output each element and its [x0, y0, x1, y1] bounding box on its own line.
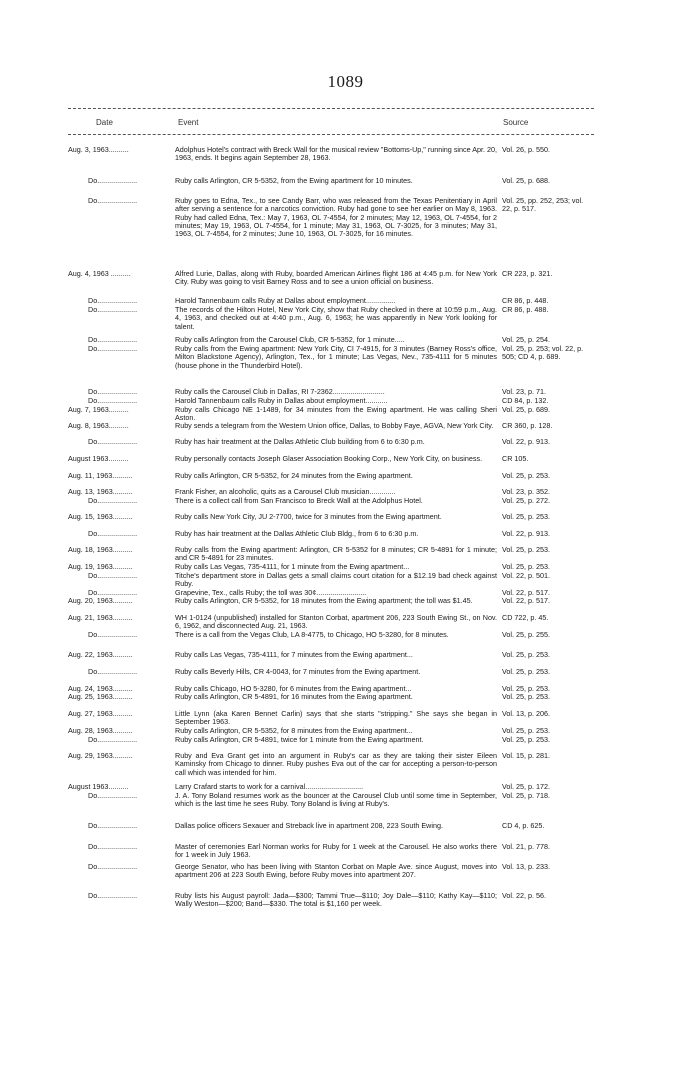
row-event: Ruby personally contacts Joseph Glaser Association Booking Corp., New York City, on business.	[175, 454, 483, 463]
row-date: Aug. 22, 1963..........	[68, 651, 133, 659]
row-event: Master of ceremonies Earl Norman works for Ruby for 1 week at the Carousel. He also works there for 1 week in July 1963.	[175, 842, 497, 860]
row-date: Aug. 28, 1963..........	[68, 727, 133, 735]
row-event: Ruby has hair treatment at the Dallas Athletic Club Bldg., from 6 to 6:30 p.m.	[175, 529, 419, 538]
row-date: Do....................	[88, 843, 138, 851]
row-source: CR 86, p. 488.	[502, 305, 549, 314]
row-source: Vol. 25, p. 172.	[502, 782, 550, 791]
row-date: Aug. 13, 1963..........	[68, 488, 133, 496]
row-source: Vol. 23, p. 352.	[502, 487, 550, 496]
row-date: August 1963..........	[68, 455, 129, 463]
row-date: Do....................	[88, 892, 138, 900]
row-event: Alfred Lurie, Dallas, along with Ruby, boarded American Airlines flight 186 at 4:45 p.m. for New York City. Ruby was going to visit Barney Ross and to see a union official on business.	[175, 269, 497, 287]
row-source: Vol. 22, p. 517.	[502, 596, 550, 605]
row-date: Aug. 21, 1963..........	[68, 614, 133, 622]
column-header-source: Source	[503, 118, 529, 127]
row-event: Ruby lists his August payroll: Jada—$300; Tammi True—$110; Joy Dale—$110; Kathy Kay—$110; Wally Weston—$200; Band—$330. The total is $1,160 per week.	[175, 891, 497, 909]
row-source: Vol. 25, p. 688.	[502, 176, 550, 185]
row-source: CR 86, p. 448.	[502, 296, 549, 305]
row-event: Harold Tannenbaum calls Ruby in Dallas about employment...........	[175, 396, 388, 405]
row-source: Vol. 25, p. 254.	[502, 335, 550, 344]
row-event: Harold Tannenbaum calls Ruby at Dallas about employment...............	[175, 296, 396, 305]
row-source: Vol. 25, p. 253.	[502, 562, 550, 571]
row-event: J. A. Tony Boland resumes work as the bouncer at the Carousel Club until some time in September, which is the last time he sees Ruby. Tony Boland is living at Ruby's.	[175, 791, 497, 809]
row-event: Ruby calls Las Vegas, 735-4111, for 7 minutes from the Ewing apartment...	[175, 650, 413, 659]
row-source: Vol. 15, p. 281.	[502, 751, 550, 760]
row-source: CD 4, p. 625.	[502, 821, 545, 830]
row-date: Do....................	[88, 572, 138, 580]
row-date: Do....................	[88, 863, 138, 871]
row-source: Vol. 22, p. 913.	[502, 529, 550, 538]
row-date: Do....................	[88, 297, 138, 305]
row-date: Do....................	[88, 388, 138, 396]
row-date: Do....................	[88, 631, 138, 639]
row-event: Ruby calls Arlington, CR 5-5352, for 24 minutes from the Ewing apartment.	[175, 471, 413, 480]
row-event: There is a call from the Vegas Club, LA 8-4775, to Chicago, HO 5-3280, for 8 minutes.	[175, 630, 449, 639]
row-date: Do....................	[88, 397, 138, 405]
row-event: Ruby sends a telegram from the Western Union office, Dallas, to Bobby Faye, AGVA, New York City.	[175, 421, 494, 430]
column-header-date: Date	[96, 118, 113, 127]
row-date: Do....................	[88, 530, 138, 538]
row-event: Ruby calls from the Ewing apartment: Arlington, CR 5-5352 for 8 minutes; CR 5-4891 for 1 minute; and CR 5-4891 for 23 minutes.	[175, 545, 497, 563]
row-source: Vol. 25, p. 253.	[502, 512, 550, 521]
row-event: George Senator, who has been living with Stanton Corbat on Maple Ave. since August, moves into apartment 206 at 223 South Ewing, before Ruby moves into apartment 207.	[175, 862, 497, 880]
row-date: Do....................	[88, 438, 138, 446]
row-date: August 1963..........	[68, 783, 129, 791]
row-date: Aug. 24, 1963..........	[68, 685, 133, 693]
row-source: Vol. 25, p. 253.	[502, 692, 550, 701]
row-date: Do....................	[88, 792, 138, 800]
row-source: Vol. 25, p. 689.	[502, 405, 550, 414]
row-source: Vol. 25, p. 255.	[502, 630, 550, 639]
row-source: CR 360, p. 128.	[502, 421, 553, 430]
row-date: Aug. 18, 1963..........	[68, 546, 133, 554]
row-date: Do....................	[88, 589, 138, 597]
row-date: Do....................	[88, 822, 138, 830]
row-date: Do....................	[88, 345, 138, 353]
page-number: 1089	[327, 72, 364, 91]
row-event: There is a collect call from San Francisco to Breck Wall at the Adolphus Hotel.	[175, 496, 423, 505]
row-source: Vol. 21, p. 778.	[502, 842, 550, 851]
row-source: Vol. 25, p. 253; vol. 22, p. 505; CD 4, p. 689.	[502, 344, 584, 362]
row-source: Vol. 25, p. 253.	[502, 471, 550, 480]
row-source: Vol. 25, p. 253.	[502, 735, 550, 744]
row-source: Vol. 25, p. 253.	[502, 726, 550, 735]
row-date: Do....................	[88, 336, 138, 344]
row-event: Ruby and Eva Grant get into an argument in Ruby's car as they are taking their sister Eileen Kaminsky from Chicago to dinner. Ruby pushes Eva out of the car for accepting a person-to-person call which was intended for him.	[175, 751, 497, 777]
row-source: Vol. 22, p. 517.	[502, 588, 550, 597]
row-event: Larry Crafard starts to work for a carnival.............................	[175, 782, 364, 791]
row-event: Grapevine, Tex., calls Ruby; the toll was 30¢.........................	[175, 588, 367, 597]
row-event: Ruby calls Arlington from the Carousel Club, CR 5-5352, for 1 minute.....	[175, 335, 405, 344]
row-event: Frank Fisher, an alcoholic, quits as a Carousel Club musician.............	[175, 487, 396, 496]
row-date: Aug. 8, 1963..........	[68, 422, 129, 430]
row-event: Ruby calls Chicago NE 1-1489, for 34 minutes from the Ewing apartment. He was calling Sheri Aston.	[175, 405, 497, 423]
row-source: CR 223, p. 321.	[502, 269, 553, 278]
row-event: Ruby calls the Carousel Club in Dallas, RI 7-2362..........................	[175, 387, 385, 396]
row-date: Do....................	[88, 306, 138, 314]
row-source: Vol. 25, p. 272.	[502, 496, 550, 505]
row-event: Ruby calls Arlington, CR 5-5352, from the Ewing apartment for 10 minutes.	[175, 176, 413, 185]
row-source: Vol. 25, p. 253.	[502, 667, 550, 676]
row-source: Vol. 26, p. 550.	[502, 145, 550, 154]
row-event: The records of the Hilton Hotel, New York City, show that Ruby checked in there at 10:59 p.m., Aug. 4, 1963, and checked out at 4:40 p.m., Aug. 6, 1963; he was apparently in New York looking for talent.	[175, 305, 497, 331]
row-date: Aug. 25, 1963..........	[68, 693, 133, 701]
row-event: Titche's department store in Dallas gets a small claims court citation for a $12.19 bad check against Ruby.	[175, 571, 497, 589]
row-event: Ruby goes to Edna, Tex., to see Candy Barr, who was released from the Texas Penitentiary in April after serving a sentence for a narcotics conviction. Ruby had gone to see her earlier on May 8, 1963. Ruby had called Edna, Tex.: May 7, 1963, OL 7-4554, for 2 minutes; May 12, 1963, OL 7-4554, for 2 minutes; May 19, 1963, OL 7-4554, for 1 minute; May 31, 1963, OL 7-3025, for 3 minutes; May 31, 1963, OL 7-4554, for 2 minutes; June 10, 1963, OL 7-3025, for 16 minutes.	[175, 196, 497, 239]
row-source: CD 722, p. 45.	[502, 613, 549, 622]
row-event: Ruby calls Arlington, CR 5-4891, for 16 minutes from the Ewing apartment.	[175, 692, 413, 701]
row-date: Do....................	[88, 668, 138, 676]
column-header-event: Event	[178, 118, 199, 127]
row-source: Vol. 25, p. 718.	[502, 791, 550, 800]
row-event: Ruby calls Beverly Hills, CR 4-0043, for 7 minutes from the Ewing apartment.	[175, 667, 421, 676]
row-date: Aug. 15, 1963..........	[68, 513, 133, 521]
row-event: Ruby calls New York City, JU 2-7700, twice for 3 minutes from the Ewing apartment.	[175, 512, 442, 521]
row-date: Do....................	[88, 736, 138, 744]
row-date: Aug. 11, 1963..........	[68, 472, 133, 480]
row-source: CD 84, p. 132.	[502, 396, 549, 405]
row-date: Do....................	[88, 197, 138, 205]
header-rule	[68, 134, 594, 135]
row-date: Do....................	[88, 177, 138, 185]
row-event: WH 1-0124 (unpublished) installed for Stanton Corbat, apartment 206, 223 South Ewing St., on Nov. 6, 1962, and disconnected Aug. 21, 1963.	[175, 613, 497, 631]
row-event: Ruby calls Arlington, CR 5-5352, for 8 minutes from the Ewing apartment...	[175, 726, 413, 735]
row-source: Vol. 13, p. 233.	[502, 862, 550, 871]
row-source: Vol. 22, p. 913.	[502, 437, 550, 446]
row-source: Vol. 25, pp. 252, 253; vol. 22, p. 517.	[502, 196, 584, 214]
row-event: Ruby calls Las Vegas, 735-4111, for 1 minute from the Ewing apartment...	[175, 562, 410, 571]
row-date: Aug. 29, 1963..........	[68, 752, 133, 760]
row-source: Vol. 13, p. 206.	[502, 709, 550, 718]
row-source: Vol. 23, p. 71.	[502, 387, 546, 396]
row-source: CR 105.	[502, 454, 529, 463]
row-date: Aug. 3, 1963..........	[68, 146, 129, 154]
row-event: Ruby calls Arlington, CR 5-4891, twice for 1 minute from the Ewing apartment.	[175, 735, 424, 744]
row-source: Vol. 25, p. 253.	[502, 684, 550, 693]
row-date: Aug. 7, 1963..........	[68, 406, 129, 414]
top-rule	[68, 108, 594, 109]
row-source: Vol. 25, p. 253.	[502, 650, 550, 659]
row-date: Aug. 20, 1963..........	[68, 597, 133, 605]
row-event: Ruby calls from the Ewing apartment: New York City, CI 7-4915, for 3 minutes (Barney Ross's office, Milton Blackstone Agency), Arlington, Tex., for 1 minute; Las Vegas, Nev., 735-4111 for 5 minutes (house phone in the Thunderbird Hotel).	[175, 344, 497, 370]
row-event: Ruby calls Chicago, HO 5-3280, for 6 minutes from the Ewing apartment...	[175, 684, 412, 693]
row-source: Vol. 22, p. 501.	[502, 571, 550, 580]
row-event: Adolphus Hotel's contract with Breck Wall for the musical review "Bottoms-Up," running since Apr. 20, 1963, ends. It begins again September 28, 1963.	[175, 145, 497, 163]
row-event: Little Lynn (aka Karen Bennet Carlin) says that she starts "stripping." She says she began in September 1963.	[175, 709, 497, 727]
row-event: Dallas police officers Sexauer and Streback live in apartment 208, 223 South Ewing.	[175, 821, 443, 830]
row-source: Vol. 22, p. 56.	[502, 891, 546, 900]
row-date: Do....................	[88, 497, 138, 505]
row-source: Vol. 25, p. 253.	[502, 545, 550, 554]
row-date: Aug. 27, 1963..........	[68, 710, 133, 718]
row-date: Aug. 19, 1963..........	[68, 563, 133, 571]
row-event: Ruby calls Arlington, CR 5-5352, for 18 minutes from the Ewing apartment; the toll was $1.45.	[175, 596, 473, 605]
row-date: Aug. 4, 1963 ..........	[68, 270, 131, 278]
row-event: Ruby has hair treatment at the Dallas Athletic Club building from 6 to 6:30 p.m.	[175, 437, 425, 446]
